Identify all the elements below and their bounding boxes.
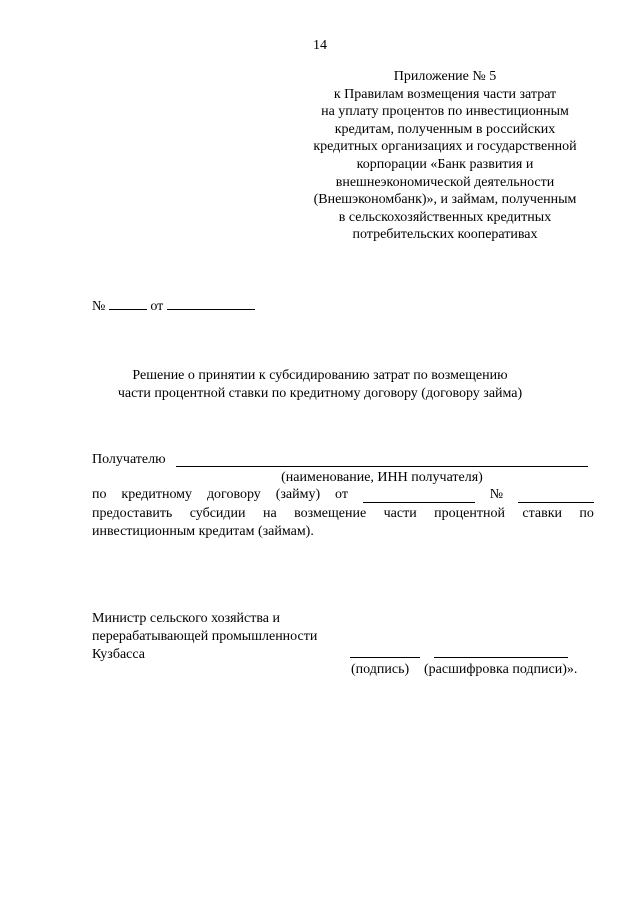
credit-number-blank[interactable] bbox=[518, 490, 594, 503]
appendix-line: потребительских кооперативах bbox=[352, 227, 538, 243]
appendix-line: в сельскохозяйственных кредитных bbox=[338, 209, 552, 225]
minister-line: Кузбасса bbox=[92, 647, 145, 662]
minister-line: Министр сельского хозяйства и bbox=[92, 611, 280, 626]
subsidy-word: субсидии bbox=[189, 506, 246, 521]
decision-title bbox=[60, 367, 580, 403]
subsidy-word: части bbox=[383, 506, 417, 521]
number-blank[interactable] bbox=[109, 297, 147, 310]
decoding-blank[interactable] bbox=[434, 657, 568, 658]
credit-agreement-line bbox=[92, 487, 594, 503]
credit-word: (займу) bbox=[275, 487, 321, 502]
appendix-line: кредитных организациях и государственной bbox=[313, 139, 577, 155]
appendix-line: Приложение № 5 bbox=[393, 69, 497, 84]
decoding-label: (расшифровка подписи)». bbox=[424, 662, 578, 677]
signature-label: (подпись) bbox=[351, 662, 410, 677]
recipient-label: Получателю bbox=[92, 452, 166, 467]
credit-number-label: № bbox=[489, 487, 504, 502]
minister-line: перерабатывающей промышленности bbox=[92, 629, 318, 644]
investment-credits-text: инвестиционным кредитам (займам). bbox=[92, 524, 314, 539]
decision-title-line: части процентной ставки по кредитному договору (договору займа) bbox=[117, 386, 523, 401]
decision-title-line: Решение о принятии к субсидированию затрат по возмещению bbox=[132, 368, 508, 383]
date-blank[interactable] bbox=[167, 297, 255, 310]
recipient-hint: (наименование, ИНН получателя) bbox=[281, 470, 483, 485]
appendix-line: на уплату процентов по инвестиционным bbox=[321, 104, 569, 120]
subsidy-word: предоставить bbox=[92, 506, 173, 521]
appendix-line: кредитам, полученным в российских bbox=[334, 121, 556, 137]
credit-word: от bbox=[335, 487, 348, 502]
minister-block bbox=[92, 610, 317, 664]
from-label: от bbox=[150, 299, 164, 314]
page-number: 14 bbox=[313, 38, 327, 53]
credit-word: договору bbox=[206, 487, 261, 502]
subsidy-word: по bbox=[579, 506, 594, 521]
appendix-line: (Внешэкономбанк)», и займам, полученным bbox=[313, 192, 577, 208]
subsidy-word: процентной bbox=[434, 506, 505, 521]
credit-word: по bbox=[92, 487, 107, 502]
subsidy-word: возмещение bbox=[294, 506, 367, 521]
subsidy-line bbox=[92, 506, 594, 522]
appendix-line: внешнеэкономической деятельности bbox=[335, 174, 555, 190]
document-reference bbox=[92, 297, 255, 315]
signature-blank[interactable] bbox=[350, 657, 420, 658]
number-label: № bbox=[92, 299, 106, 314]
appendix-header bbox=[290, 68, 600, 244]
appendix-line: корпорации «Банк развития и bbox=[356, 156, 534, 172]
credit-date-blank[interactable] bbox=[363, 490, 475, 503]
subsidy-word: ставки bbox=[522, 506, 562, 521]
subsidy-word: на bbox=[262, 506, 277, 521]
appendix-line: к Правилам возмещения части затрат bbox=[333, 86, 557, 102]
recipient-blank[interactable] bbox=[176, 466, 588, 467]
credit-word: кредитному bbox=[121, 487, 193, 502]
